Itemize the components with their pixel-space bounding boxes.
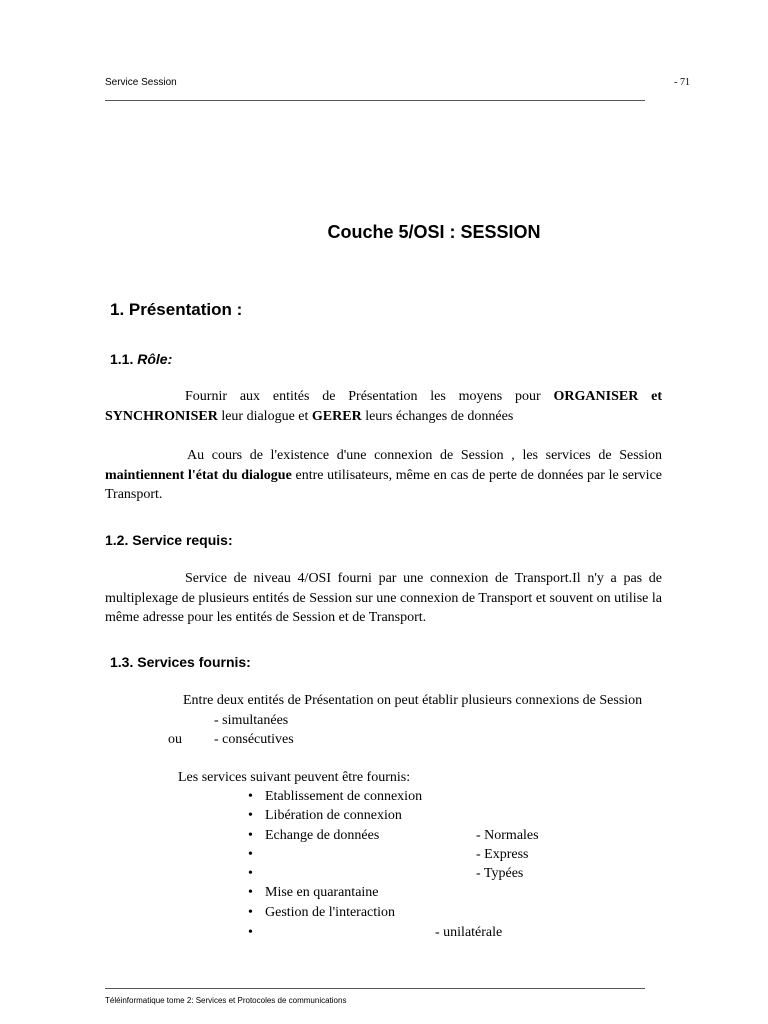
- subsection-label: Rôle:: [137, 351, 173, 367]
- list-item-text: Libération de connexion: [265, 808, 402, 823]
- page-number: - 71: [674, 77, 690, 88]
- list-item-text: Etablissement de connexion: [265, 789, 423, 804]
- option-or-label: ou: [168, 732, 182, 747]
- bullet-glyph: •: [248, 885, 253, 900]
- bullet-glyph: •: [248, 866, 253, 881]
- list-item-sub: - Normales: [476, 828, 539, 843]
- bullet-glyph: •: [248, 828, 253, 843]
- emphasis-gerer: GERER: [311, 408, 362, 424]
- header-rule: [105, 100, 645, 101]
- page-title: Couche 5/OSI : SESSION: [327, 222, 541, 242]
- list-item: [248, 905, 395, 921]
- list-item-sub: - unilatérale: [435, 925, 503, 940]
- text-run: leurs échanges de données: [361, 408, 514, 424]
- list-item-text: Mise en quarantaine: [265, 885, 379, 900]
- emphasis-etat-dialogue: maintiennent l'état du dialogue: [105, 467, 292, 483]
- text-run: Fournir aux entités de Présentation les moyens pour: [185, 389, 554, 404]
- subsection-number: 1.1.: [110, 351, 138, 367]
- bullet-glyph: •: [248, 847, 253, 862]
- paragraph-role-2: [105, 446, 662, 505]
- text-run: entre utilisateurs, même en cas de perte de données par le service Transport.: [105, 467, 662, 502]
- list-item-sub: - Express: [476, 847, 529, 862]
- list-item: [248, 789, 422, 805]
- list-item-text: Echange de données: [265, 828, 380, 843]
- list-item: [248, 885, 379, 901]
- subsection-heading-role: [110, 351, 172, 367]
- bullet-glyph: •: [248, 808, 253, 823]
- bullet-glyph: •: [248, 925, 253, 940]
- running-footer: Téléinformatique tome 2: Services et Protocoles de communications: [105, 996, 347, 1005]
- subsection-heading-services-fournis: 1.3. Services fournis:: [110, 654, 251, 670]
- list-item: [248, 925, 265, 941]
- list-item-text: Gestion de l'interaction: [265, 905, 396, 920]
- list-item: [248, 847, 265, 863]
- paragraph-service-requis: Service de niveau 4/OSI fourni par une connexion de Transport.Il n'y a pas de multiplexage de plusieurs entités de Session sur une connexion de Transport et souvent on utilise la même adresse pour les entités de Session et de Transport.: [105, 571, 662, 625]
- text-run: leur dialogue et: [217, 408, 312, 424]
- bullet-glyph: •: [248, 789, 253, 804]
- emphasis-organiser: ORGANISER et SYNCHRONISER: [105, 389, 663, 424]
- option-simultanees: - simultanées: [214, 713, 289, 728]
- list-item: [248, 808, 402, 824]
- running-header-title: Service Session: [105, 77, 177, 88]
- services-intro-line: Entre deux entités de Présentation on peut établir plusieurs connexions de Session: [183, 693, 643, 708]
- text-run: Au cours de l'existence d'une connexion de Session , les services de Session: [187, 448, 662, 463]
- paragraph-role-1: [105, 387, 662, 426]
- bullet-glyph: •: [248, 905, 253, 920]
- section-heading-presentation: 1. Présentation :: [110, 300, 243, 319]
- services-list-intro: Les services suivant peuvent être fournis:: [178, 770, 411, 785]
- subsection-heading-service-requis: 1.2. Service requis:: [105, 532, 233, 548]
- list-item: [248, 828, 379, 844]
- list-item-sub: - Typées: [476, 866, 524, 881]
- option-consecutives: - consécutives: [214, 732, 294, 747]
- list-item: [248, 866, 265, 882]
- footer-rule: [105, 988, 645, 989]
